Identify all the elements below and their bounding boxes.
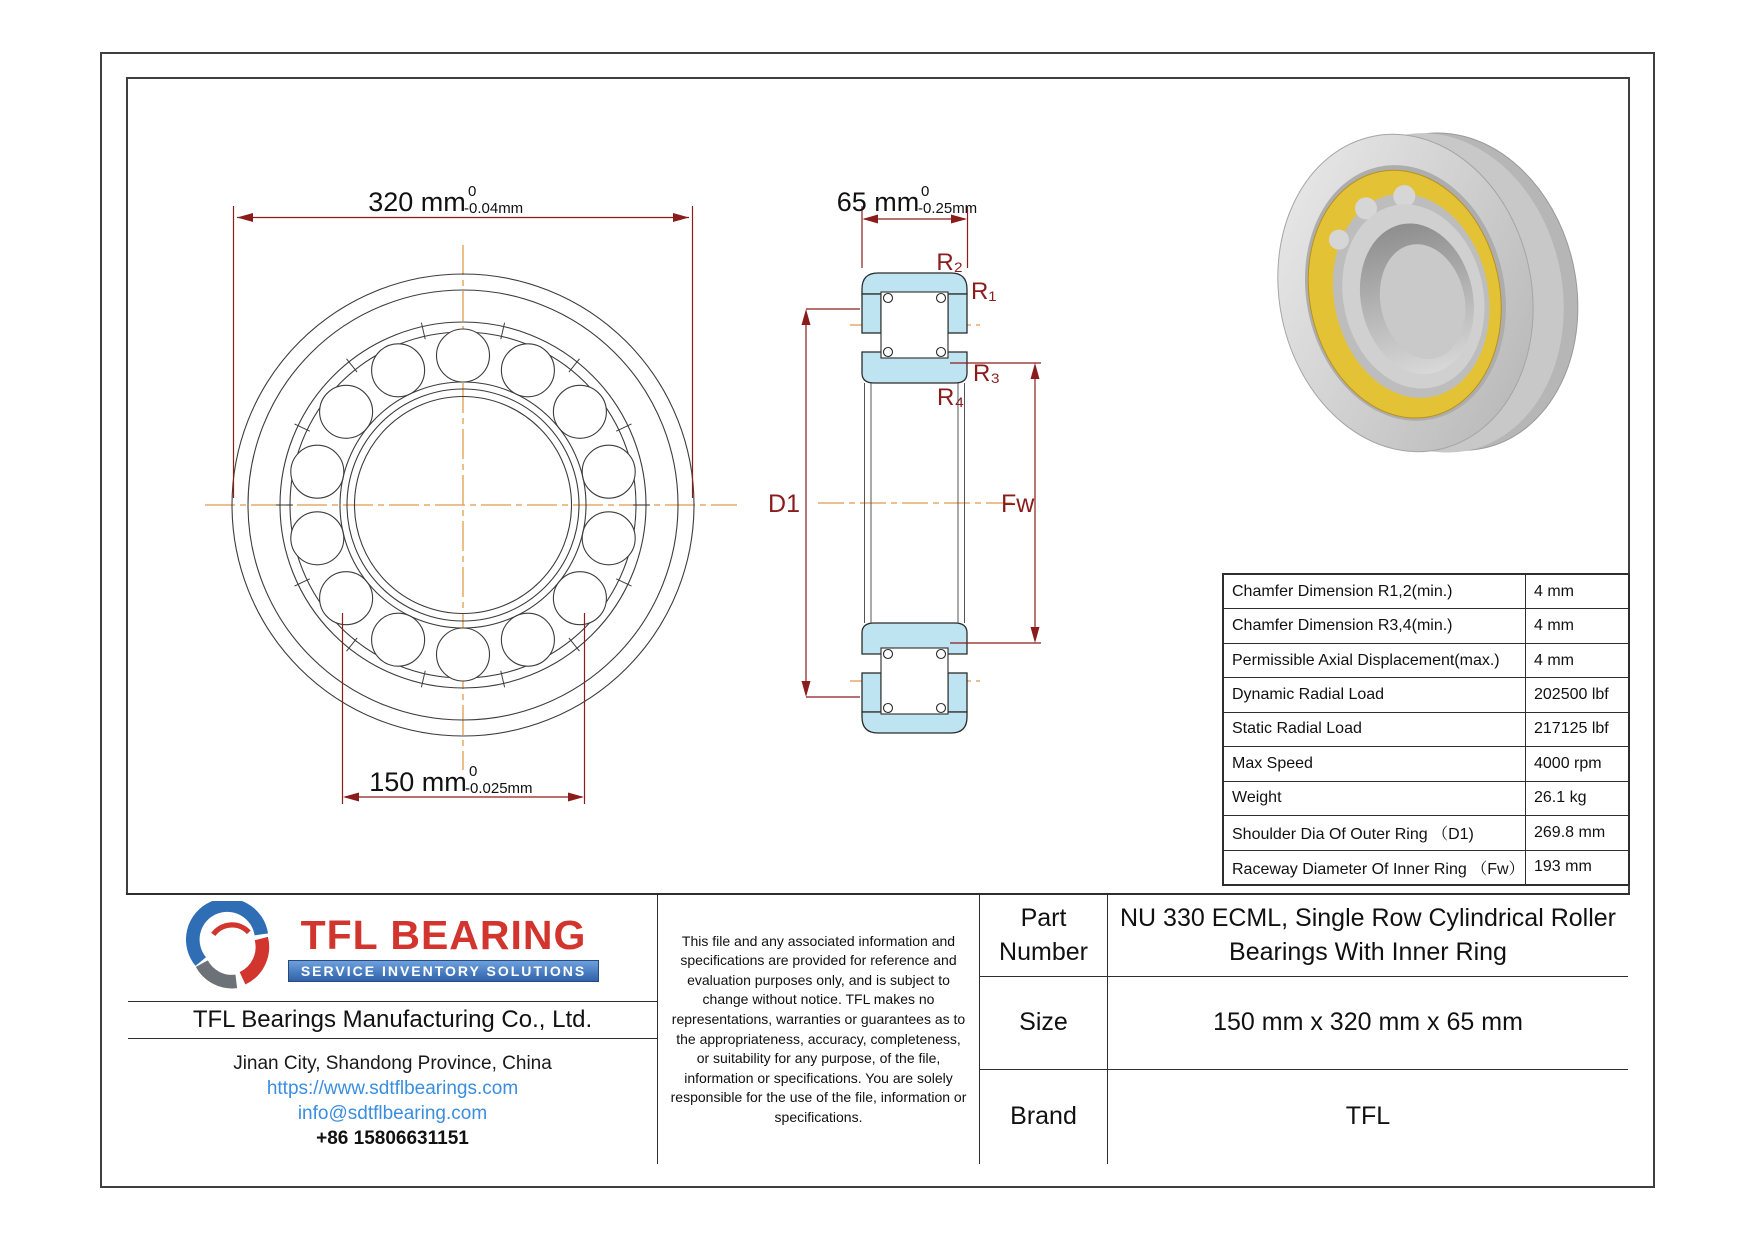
spec-value: 4 mm (1534, 617, 1574, 635)
r1-label: R₁ (971, 278, 997, 305)
disclaimer-cell (658, 895, 980, 1164)
outer-diameter-value: 320 mm (368, 187, 466, 217)
company-email-link[interactable]: info@sdtflbearing.com (297, 1103, 488, 1124)
bore-diameter-tol-upper: 0 (469, 763, 478, 780)
logo-cell (128, 895, 658, 1002)
table-row (1224, 575, 1628, 609)
part-number-label: Part Number (980, 895, 1108, 977)
bearing-3d-photo (1249, 101, 1607, 483)
spec-label: Weight (1224, 782, 1526, 815)
table-row (1224, 851, 1628, 884)
spec-value: 4 mm (1534, 651, 1574, 669)
spec-value: 269.8 mm (1534, 823, 1606, 841)
spec-label: Max Speed (1224, 747, 1526, 780)
r2-label: R₂ (936, 249, 963, 276)
table-row (1224, 678, 1628, 712)
table-row (1224, 782, 1628, 816)
r3-label: R₃ (973, 360, 1001, 387)
company-contact (128, 1039, 658, 1164)
spec-label: Static Radial Load (1224, 713, 1526, 746)
spec-table (1222, 573, 1630, 886)
spec-value: 4000 rpm (1534, 754, 1602, 772)
spec-label: Dynamic Radial Load (1224, 678, 1526, 711)
brand-value: TFL (1108, 1070, 1628, 1164)
table-row (1224, 609, 1628, 643)
tfl-logo-icon (186, 901, 274, 995)
section-view (818, 273, 1013, 733)
brand-label: Brand (980, 1070, 1108, 1164)
logo-tagline: SERVICE INVENTORY SOLUTIONS (288, 960, 599, 982)
front-view (205, 245, 737, 770)
spec-label: Chamfer Dimension R3,4(min.) (1224, 609, 1526, 642)
d1-label: D1 (768, 490, 800, 518)
spec-value: 217125 lbf (1534, 720, 1609, 738)
r4-label: R₄ (937, 384, 965, 411)
spec-label: Shoulder Dia Of Outer Ring （D1) (1224, 816, 1526, 849)
outer-diameter-tol-upper: 0 (468, 183, 477, 200)
bore-diameter-tol-lower: -0.025mm (465, 780, 533, 797)
spec-label: Chamfer Dimension R1,2(min.) (1224, 575, 1526, 608)
width-value: 65 mm (836, 187, 920, 217)
outer-diameter-tol-lower: -0.04mm (464, 200, 524, 217)
size-label: Size (980, 977, 1108, 1070)
spec-label: Raceway Diameter Of Inner Ring （Fw） (1224, 851, 1526, 884)
dimension-d1 (768, 309, 860, 697)
part-number-value: NU 330 ECML, Single Row Cylindrical Roller Bearings With Inner Ring (1108, 895, 1628, 977)
table-row (1224, 816, 1628, 850)
spec-label: Permissible Axial Displacement(max.) (1224, 644, 1526, 677)
company-name: TFL Bearings Manufacturing Co., Ltd. (128, 1002, 658, 1039)
company-website-link[interactable]: https://www.sdtflbearings.com (266, 1078, 519, 1099)
width-tol-upper: 0 (921, 183, 930, 200)
spec-value: 4 mm (1534, 582, 1574, 600)
title-block (126, 893, 1630, 1162)
spec-value: 26.1 kg (1534, 789, 1587, 807)
logo-brand-text: TFL BEARING (300, 912, 587, 959)
disclaimer-text: This file and any associated information and specifications are provided for reference and evaluation purposes only, and is subject to change without notice. TFL makes no representations, warranties or guarantees as to the appropriateness, accuracy, completeness, or suitability for any purpose, of the file, information or specifications. You are solely responsible for the use of the file, information or specifications. (670, 932, 967, 1125)
spec-value: 193 mm (1534, 858, 1592, 876)
size-value: 150 mm x 320 mm x 65 mm (1108, 977, 1628, 1070)
table-row (1224, 747, 1628, 781)
table-row (1224, 713, 1628, 747)
company-address: Jinan City, Shandong Province, China (233, 1053, 552, 1074)
center-lines (205, 245, 737, 770)
table-row (1224, 644, 1628, 678)
spec-value: 202500 lbf (1534, 686, 1609, 704)
bore-diameter-value: 150 mm (369, 767, 467, 797)
fw-label: Fw (1001, 490, 1035, 518)
width-tol-lower: -0.25mm (918, 200, 978, 217)
company-phone: +86 15806631151 (316, 1128, 469, 1149)
